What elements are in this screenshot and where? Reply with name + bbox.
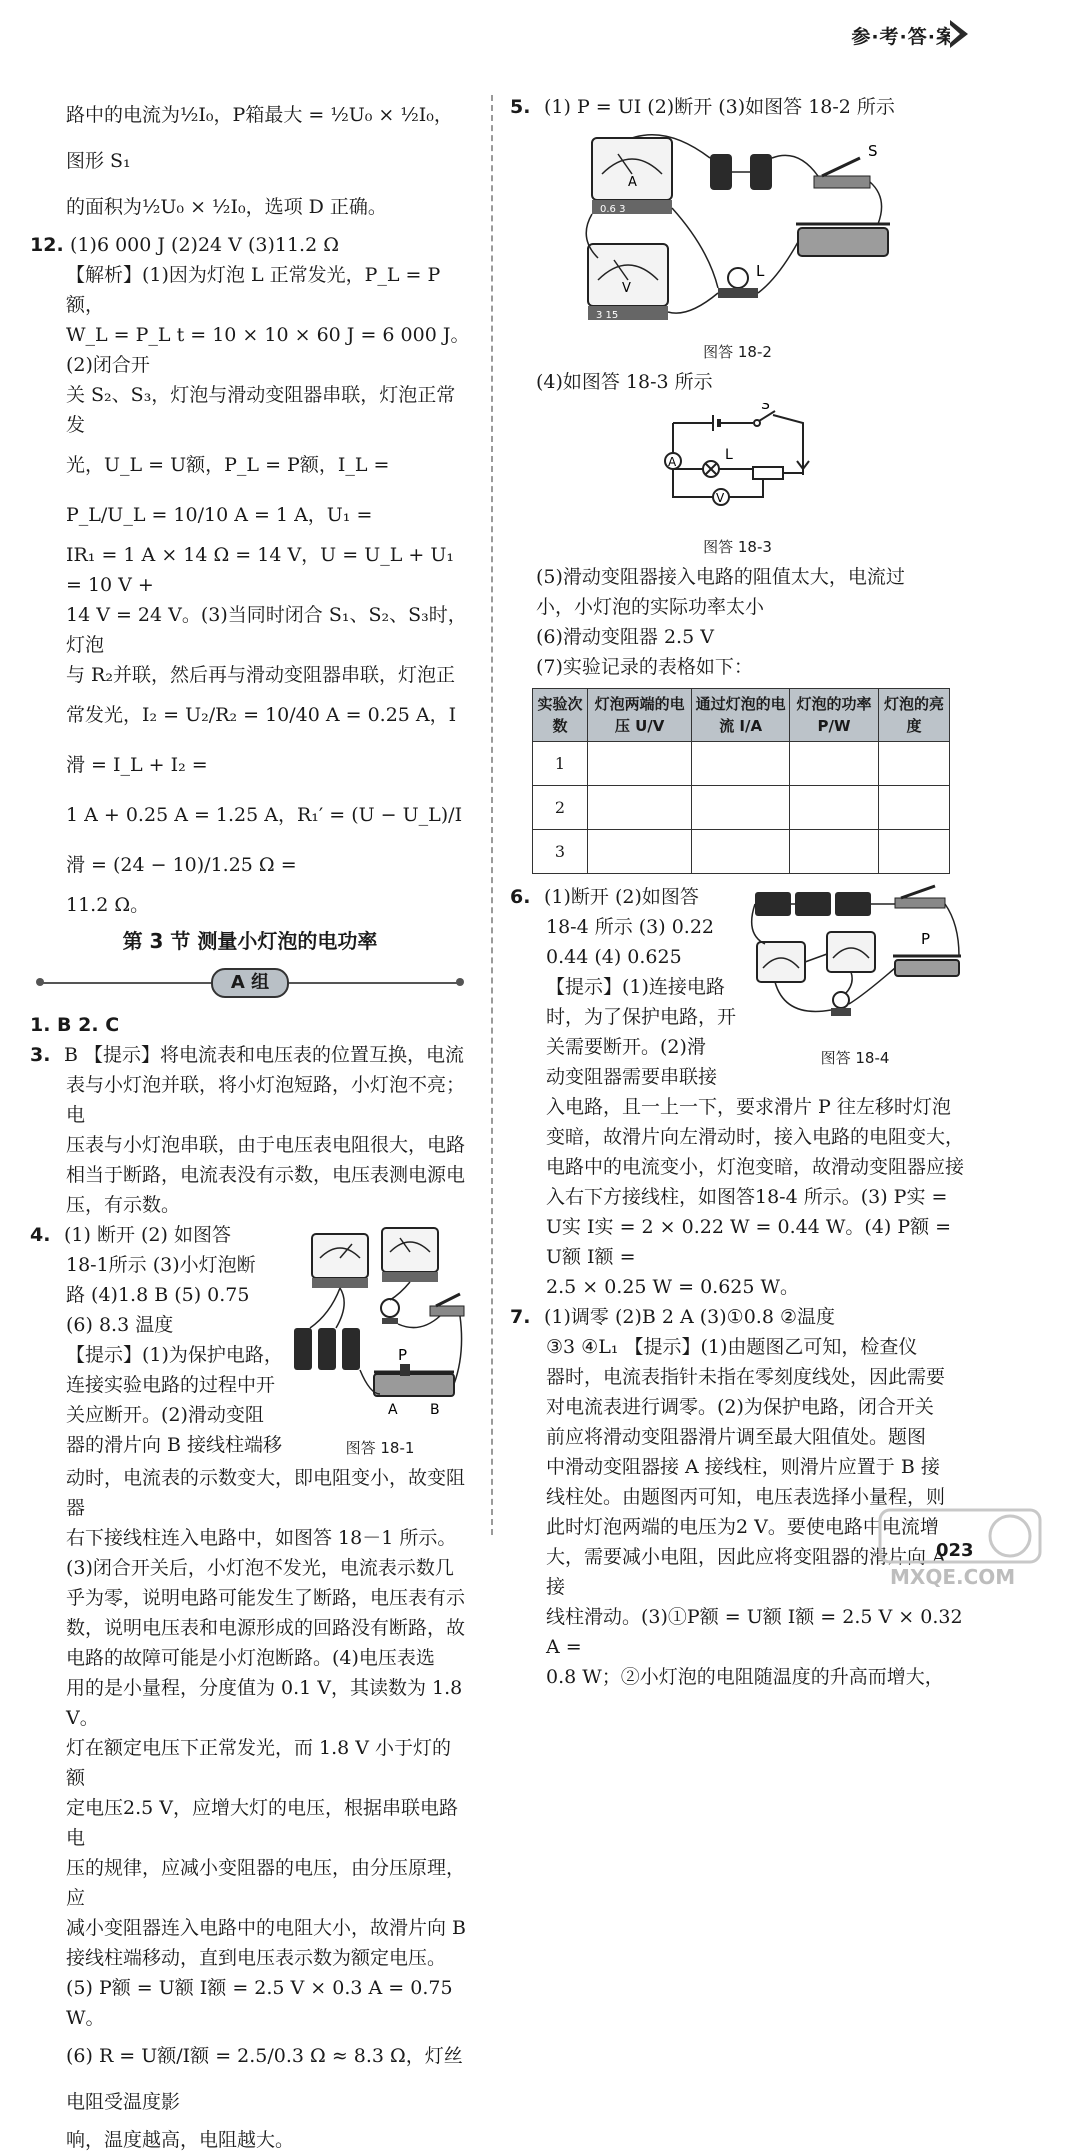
q4-text: (1) 断开 (2) 如图答 bbox=[64, 1224, 231, 1246]
q4-line: (5) P额 = U额 I额 = 2.5 V × 0.3 A = 0.75 W。 bbox=[66, 1977, 453, 2029]
q6-line: 18-4 所示 (3) 0.22 bbox=[546, 916, 715, 938]
q12-line: 与 R₂并联，然后再与滑动变阻器串联，灯泡正 bbox=[66, 664, 455, 686]
q7-line: 前应将滑动变阻器滑片调至最大阻值处。题图 bbox=[546, 1426, 927, 1448]
record-table-cell bbox=[692, 742, 790, 786]
q6-number: 6. bbox=[510, 886, 531, 908]
record-table-header-row bbox=[533, 689, 950, 742]
q7-line: 大，需要减小电阻，因此应将变阻器的滑片向 A 接 bbox=[546, 1546, 946, 1598]
figure-18-4 bbox=[745, 884, 965, 1073]
record-table-header: 灯泡的功率 P/W bbox=[790, 689, 879, 742]
table-row bbox=[533, 830, 950, 874]
record-table-header: 实验次数 bbox=[533, 689, 588, 742]
q4-line: (6) 8.3 温度 bbox=[66, 1314, 174, 1336]
q6-line: 入电路，且一上一下，要求滑片 P 往左移时灯泡 bbox=[546, 1096, 951, 1118]
q5-line bbox=[510, 92, 965, 122]
q3-text: B 【提示】将电流表和电压表的位置互换，电流 bbox=[64, 1044, 465, 1066]
record-table-cell bbox=[790, 786, 879, 830]
q4-line: 灯在额定电压下正常发光，而 1.8 V 小于灯的额 bbox=[66, 1737, 452, 1789]
q4-line: 器的滑片向 B 接线柱端移 bbox=[66, 1434, 283, 1456]
q7-line: ③3 ④L₁ 【提示】(1)由题图乙可知，检查仪 bbox=[546, 1336, 918, 1358]
fig18-1-label-a: A bbox=[388, 1402, 398, 1418]
q6-line: 关需要断开。(2)滑 bbox=[546, 1036, 706, 1058]
q12-line: 关 S₂、S₃，灯泡与滑动变阻器串联，灯泡正常发 bbox=[66, 384, 456, 436]
fig18-3-label-s: S bbox=[760, 403, 770, 413]
record-table-cell bbox=[790, 742, 879, 786]
q12-line: 【解析】(1)因为灯泡 L 正常发光，P_L = P额， bbox=[66, 264, 441, 316]
q4-line: 定电压2.5 V，应增大灯的电压，根据串联电路电 bbox=[66, 1797, 458, 1849]
q4-line: 18-1所示 (3)小灯泡断 bbox=[66, 1254, 256, 1276]
q3-line: 压，有示数。 bbox=[66, 1194, 181, 1216]
fig18-4-label-p: P bbox=[921, 930, 931, 948]
figure-18-1-caption: 图答 18-1 bbox=[345, 1439, 415, 1457]
figure-18-4-caption: 图答 18-4 bbox=[820, 1049, 890, 1067]
record-table-header: 灯泡两端的电压 U/V bbox=[588, 689, 692, 742]
fig18-3-label-v: V bbox=[715, 491, 724, 505]
figure-18-2-drawing bbox=[578, 128, 898, 328]
figure-18-2 bbox=[510, 128, 965, 367]
fig18-2-label-s: S bbox=[867, 142, 878, 160]
q7-number: 7. bbox=[510, 1306, 531, 1328]
q7-line: 线柱滑动。(3)①P额 = U额 I额 = 2.5 V × 0.32 A = bbox=[546, 1606, 963, 1658]
watermark-text: MXQE.COM bbox=[890, 1565, 1016, 1589]
q12-line: IR₁ = 1 A × 14 Ω = 14 V，U = U_L + U₁ = 10 V + bbox=[66, 544, 454, 596]
q7-line: 器时，电流表指针未指在零刻度线处，因此需要 bbox=[546, 1366, 946, 1388]
q4-line: 电路的故障可能是小灯泡断路。(4)电压表选 bbox=[66, 1647, 435, 1669]
q11-line: 的面积为½U₀ × ½I₀，选项 D 正确。 bbox=[66, 196, 387, 218]
figure-18-3-drawing bbox=[653, 403, 823, 523]
fig18-2-voltmeter-scale: 3 15 bbox=[595, 310, 618, 321]
fig18-2-ammeter-label: A bbox=[627, 175, 637, 190]
q4-line: 接线柱端移动，直到电压表示数为额定电压。 bbox=[66, 1947, 447, 1969]
record-table-cell bbox=[588, 742, 692, 786]
table-row bbox=[533, 786, 950, 830]
record-table bbox=[532, 688, 950, 874]
right-column bbox=[510, 92, 965, 1692]
q12-answer-text: (1)6 000 J (2)24 V (3)11.2 Ω bbox=[70, 234, 339, 256]
group-bar-dot bbox=[456, 978, 464, 986]
record-table-cell bbox=[692, 830, 790, 874]
q4-line: 压的规律，应减小变阻器的电压，由分压原理，应 bbox=[66, 1857, 466, 1909]
q3-number: 3. bbox=[30, 1044, 51, 1066]
record-table-cell bbox=[879, 786, 950, 830]
q4-line: 数，说明电压表和电源形成的回路没有断路，故 bbox=[66, 1617, 466, 1639]
q6-line: 0.44 (4) 0.625 bbox=[546, 946, 682, 968]
q7-line: 线柱处。由题图丙可知，电压表选择小量程，则 bbox=[546, 1486, 946, 1508]
record-table-cell bbox=[588, 786, 692, 830]
record-table-cell bbox=[879, 830, 950, 874]
fig18-1-label-b: B bbox=[430, 1402, 440, 1418]
q12-line: 光，U_L = U额，P_L = P额，I_L = P_L/U_L = 10/10 A = 1 A，U₁ = bbox=[66, 454, 390, 526]
q5-text: (1) P = UI (2)断开 (3)如图答 18-2 所示 bbox=[544, 96, 895, 118]
q6-line: U实 I实 = 2 × 0.22 W = 0.44 W。(4) P额 = U额 I额 = bbox=[546, 1216, 952, 1268]
record-table-header: 灯泡的亮度 bbox=[879, 689, 950, 742]
figure-18-4-drawing bbox=[745, 884, 965, 1034]
q4-line: 用的是小量程，分度值为 0.1 V，其读数为 1.8 V。 bbox=[66, 1677, 463, 1729]
q7-line: 对电流表进行调零。(2)为保护电路，闭合开关 bbox=[546, 1396, 934, 1418]
record-table-cell-index: 3 bbox=[533, 830, 588, 874]
q7-line bbox=[510, 1302, 965, 1332]
q6-line: 时，为了保护电路，开 bbox=[546, 1006, 737, 1028]
column-divider bbox=[491, 95, 493, 1535]
q12-line: 1 A + 0.25 A = 1.25 A，R₁′ = (U − U_L)/I滑 = (24 − 10)/1.25 Ω = bbox=[66, 804, 463, 876]
record-table-cell bbox=[879, 742, 950, 786]
q6-line: 动变阻器需要串联接 bbox=[546, 1066, 718, 1088]
q5-number: 5. bbox=[510, 96, 531, 118]
fig18-2-voltmeter-label: V bbox=[621, 281, 631, 296]
fig18-3-label-l: L bbox=[724, 447, 733, 463]
q5-line: (7)实验记录的表格如下： bbox=[536, 656, 753, 678]
figure-18-1 bbox=[290, 1224, 470, 1463]
q7-text: (1)调零 (2)B 2 A (3)①0.8 ②温度 bbox=[544, 1306, 835, 1328]
figure-18-3-caption: 图答 18-3 bbox=[703, 538, 772, 556]
fig18-2-ammeter-scale: 0.6 3 bbox=[599, 204, 625, 215]
figure-18-1-drawing bbox=[290, 1224, 470, 1424]
q6-line: 【提示】(1)连接电路 bbox=[546, 976, 725, 998]
group-bar-dot bbox=[36, 978, 44, 986]
q4-line: 乎为零，说明电路可能发生了断路，电压表有示 bbox=[66, 1587, 466, 1609]
q3-line: 表与小灯泡并联，将小灯泡短路，小灯泡不亮；电 bbox=[66, 1074, 466, 1126]
q12-line: 常发光，I₂ = U₂/R₂ = 10/40 A = 0.25 A，I滑 = I_L + I₂ = bbox=[66, 704, 457, 776]
record-table-cell bbox=[790, 830, 879, 874]
q3-line: 压表与小灯泡串联，由于电压表电阻很大，电路 bbox=[66, 1134, 466, 1156]
record-table-cell-index: 1 bbox=[533, 742, 588, 786]
q4-line: 路 (4)1.8 B (5) 0.75 bbox=[66, 1284, 250, 1306]
fig18-3-label-a: A bbox=[667, 455, 676, 469]
q5-line: 小，小灯泡的实际功率太小 bbox=[536, 596, 765, 618]
q4-line: (3)闭合开关后，小灯泡不发光，电流表示数几 bbox=[66, 1557, 454, 1579]
record-table-header: 通过灯泡的电流 I/A bbox=[692, 689, 790, 742]
q4-line: 动时，电流表的示数变大，即电阻变小，故变阻器 bbox=[66, 1467, 466, 1519]
q6-text: (1)断开 (2)如图答 bbox=[544, 886, 699, 908]
q12-line: W_L = P_L t = 10 × 10 × 60 J = 6 000 J。(2)闭合开 bbox=[66, 324, 470, 376]
q4-line: 关应断开。(2)滑动变阻 bbox=[66, 1404, 264, 1426]
q12-answer bbox=[30, 230, 470, 260]
left-column bbox=[30, 92, 470, 2155]
q6-line: 电路中的电流变小，灯泡变暗，故滑动变阻器应接 bbox=[546, 1156, 965, 1178]
figure-18-3 bbox=[510, 403, 965, 562]
q1-2-answer: 1. B 2. C bbox=[30, 1014, 120, 1036]
q4-line: 右下接线柱连入电路中，如图答 18－1 所示。 bbox=[66, 1527, 457, 1549]
q5-line: (4)如图答 18-3 所示 bbox=[536, 371, 713, 393]
group-label: A 组 bbox=[211, 968, 289, 998]
q12-line: 11.2 Ω。 bbox=[66, 894, 150, 916]
record-table-cell-index: 2 bbox=[533, 786, 588, 830]
q7-line: 此时灯泡两端的电压为2 V。要使电路中电流增 bbox=[546, 1516, 939, 1538]
q4-line: 【提示】(1)为保护电路， bbox=[66, 1344, 283, 1366]
q4-line: 减小变阻器连入电路中的电阻大小，故滑片向 B bbox=[66, 1917, 467, 1939]
header-tag: 参·考·答·案 bbox=[851, 26, 956, 48]
fig18-2-label-l: L bbox=[755, 262, 764, 280]
q12-line: 14 V = 24 V。(3)当同时闭合 S₁、S₂、S₃时，灯泡 bbox=[66, 604, 467, 656]
page-number: 023 bbox=[936, 1540, 974, 1561]
q3-line bbox=[30, 1040, 470, 1070]
q5-line: (5)滑动变阻器接入电路的阻值太大，电流过 bbox=[536, 566, 905, 588]
q6-line: 2.5 × 0.25 W = 0.625 W。 bbox=[546, 1276, 800, 1298]
table-row bbox=[533, 742, 950, 786]
q11-line: 路中的电流为½I₀，P箱最大 = ½U₀ × ½I₀，图形 S₁ bbox=[66, 104, 453, 172]
q12-number: 12. bbox=[30, 234, 64, 256]
q6-line: 变暗，故滑片向左滑动时，接入电路的电阻变大， bbox=[546, 1126, 965, 1148]
figure-18-2-caption: 图答 18-2 bbox=[703, 343, 772, 361]
q4-line: 响，温度越高，电阻越大。 bbox=[66, 2129, 295, 2151]
q4-line: 连接实验电路的过程中开 bbox=[66, 1374, 276, 1396]
q4-number: 4. bbox=[30, 1224, 51, 1246]
q3-line: 相当于断路，电流表没有示数，电压表测电源电 bbox=[66, 1164, 466, 1186]
record-table-cell bbox=[692, 786, 790, 830]
group-bar bbox=[30, 966, 470, 998]
record-table-cell bbox=[588, 830, 692, 874]
fig18-1-label-p: P bbox=[398, 1346, 408, 1364]
header-arrow-inner bbox=[950, 25, 960, 43]
q6-line: 入右下方接线柱，如图答18-4 所示。(3) P实 = bbox=[546, 1186, 948, 1208]
q7-line: 中滑动变阻器接 A 接线柱，则滑片应置于 B 接 bbox=[546, 1456, 940, 1478]
q4-line: (6) R = U额/I额 = 2.5/0.3 Ω ≈ 8.3 Ω，灯丝电阻受温度影 bbox=[66, 2045, 463, 2113]
q7-line: 0.8 W；②小灯泡的电阻随温度的升高而增大， bbox=[546, 1666, 944, 1688]
q5-line: (6)滑动变阻器 2.5 V bbox=[536, 626, 714, 648]
section-title: 第 3 节 测量小灯泡的电功率 bbox=[122, 929, 378, 953]
